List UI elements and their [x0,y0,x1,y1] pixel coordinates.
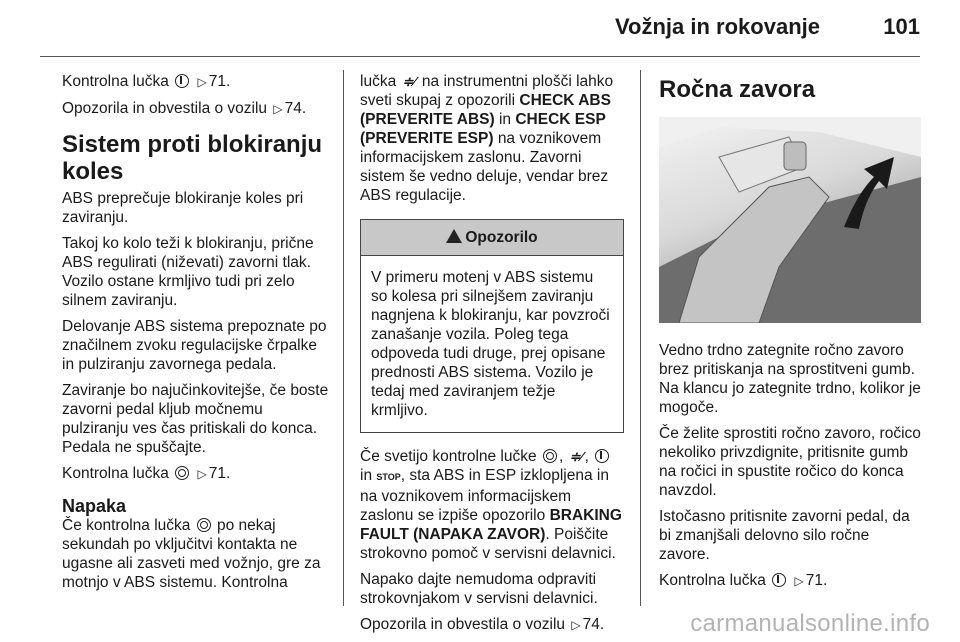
paragraph: Če kontrolna lučka po nekaj sekundah po vključitvi kontakta ne ugasne ali zasveti med vožnjo, gre za motnjo v ABS sistemu. Kontrolna [62,517,321,591]
abs-icon [543,449,557,463]
paragraph: Če želite sprostiti ročno zavoro, ročico nekoliko privzdignite, pritisnite gumb na ročici in spustite ročico do konca navzdol. [659,425,921,499]
warning-triangle-icon [446,229,462,243]
page-ref-link[interactable]: 74. [284,100,307,117]
page-ref-link[interactable]: 74. [582,616,605,633]
column-3 [659,72,921,598]
column-divider [343,70,344,606]
column-1 [62,72,330,599]
page-header [0,0,960,60]
page-ref-link[interactable]: 71. [208,73,231,90]
header-rule [40,56,920,57]
paragraph: Če svetijo kontrolne lučke , ≑∕ , in STOP, sta ABS in ESP izklopljena in na voznikovem informacijskem zaslonu se izpiše opozorilo BRAKING FAULT (NAPAKA ZAVOR). Poiščite strokovno pomoč v servisni delavnici. [360,448,622,562]
section-heading-handbrake: Ročna zavora [659,76,816,103]
esp-icon: ≑∕ [402,74,416,89]
page-ref-icon: ▷ [794,574,804,588]
stop-icon: STOP [376,472,401,482]
brake-warning-icon [175,74,189,88]
page-ref-icon: ▷ [197,467,207,481]
page-ref-icon: ▷ [571,618,581,632]
handbrake-drawing [659,117,921,323]
paragraph: Istočasno pritisnite zavorni pedal, da bi zmanjšali delovno silo ročne zavore. [659,508,910,563]
paragraph: Opozorila in obvestila o vozilu ▷ 74. [360,616,605,633]
paragraph: Opozorila in obvestila o vozilu ▷ 74. [62,100,307,117]
abs-icon [197,518,211,532]
paragraph: Kontrolna lučka ▷ 71. [62,465,231,482]
page-ref-icon: ▷ [273,102,283,116]
paragraph: lučka ≑∕ na instrumentni plošči lahko sveti skupaj z opozorili CHECK ABS (PREVERITE ABS) in CHECK ESP (PREVERITE ESP) na voznikovem informacijskem zaslonu. Zavorni sistem še vedno deluje, vendar brez ABS regulacije. [360,73,614,204]
section-heading-fault: Napaka [62,496,127,516]
brake-warning-icon [595,449,609,463]
handbrake-illustration [659,117,921,323]
section-heading-abs: Sistem proti blokiranju koles [62,131,323,185]
warning-box [360,219,624,433]
column-divider [640,70,641,606]
abs-icon [175,466,189,480]
brake-warning-icon [772,573,786,587]
page-title: Vožnja in rokovanje [615,14,820,39]
paragraph: Kontrolna lučka ▷ 71. [659,572,828,589]
paragraph: Napako dajte nemudoma odpraviti strokovnjakom v servisni delavnici. [360,571,598,607]
paragraph: ABS preprečuje blokiranje koles pri zaviranju. [62,190,304,226]
paragraph: Zaviranje bo najučinkovitejše, če boste zavorni pedal kljub močnemu pulziranju ves čas pritiskali do konca. Pedala ne spuščajte. [62,382,329,456]
paragraph: Vedno trdno zategnite ročno zavoro brez pritiskanja na sprostitveni gumb. Na klancu jo zategnite trdno, kolikor je mogoče. [659,342,921,416]
page-ref-icon: ▷ [197,75,207,89]
warning-header: Opozorilo [361,220,623,256]
watermark: carmanualsonline.info [690,610,930,637]
page-ref-link[interactable]: 71. [805,572,828,589]
esp-icon: ≑∕ [569,449,583,464]
paragraph: Takoj ko kolo teži k blokiranju, prične ABS regulirati (niževati) zavorni tlak. Vozilo ostane krmljivo tudi pri zelo silnem zaviranju. [62,235,314,309]
warning-body: V primeru motenj v ABS sistemu so kolesa pri silnejšem zaviranju nagnjena k blokiranju, kar povzroči zanašanje vozila. Poleg tega odpoveda tudi druge, prej opisane prednosti ABS sistema. Vozilo je tedaj med zaviranjem težje krmljivo. [371,269,610,419]
column-2 [360,72,624,642]
paragraph: Kontrolna lučka ▷ 71. [62,73,231,90]
paragraph: Delovanje ABS sistema prepoznate po značilnem zvoku regulacijske črpalke in pulziranju zavornega pedala. [62,318,327,373]
page-number: 101 [883,14,920,39]
page-ref-link[interactable]: 71. [208,465,231,482]
